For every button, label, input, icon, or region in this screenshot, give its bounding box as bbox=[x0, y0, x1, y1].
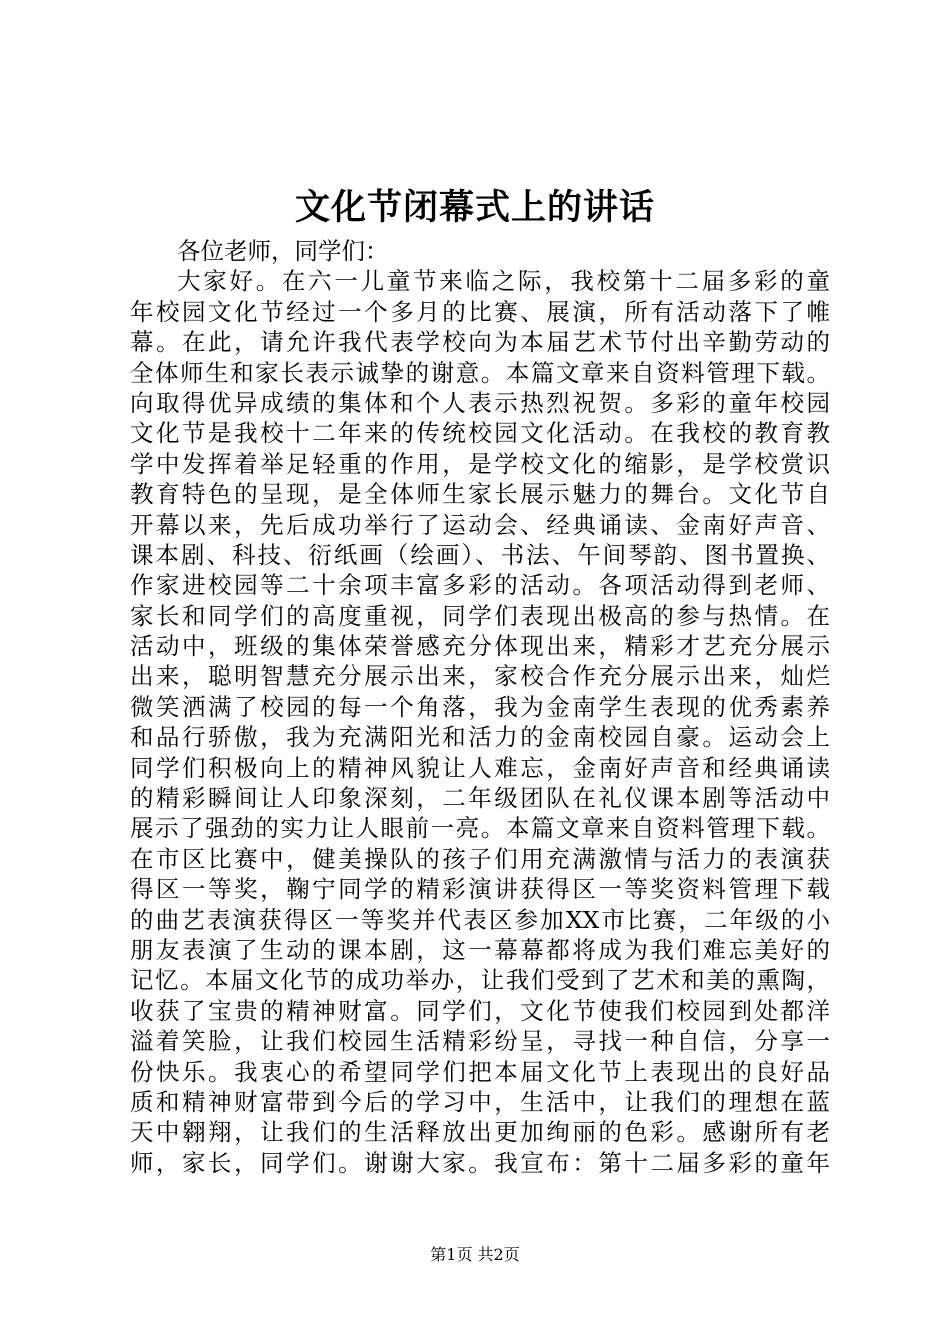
body-line: 大家好。在六一儿童节来临之际，我校第十二届多彩的童 bbox=[177, 267, 830, 296]
body-line: 向取得优异成绩的集体和个人表示热烈祝贺。多彩的童年校园 bbox=[130, 388, 830, 417]
body-line: 同学们积极向上的精神风貌让人难忘，金南好声音和经典诵读 bbox=[130, 753, 830, 782]
body-line: 开幕以来，先后成功举行了运动会、经典诵读、金南好声音、 bbox=[130, 510, 830, 539]
body-line: 的曲艺表演获得区一等奖并代表区参加XX市比赛，二年级的小 bbox=[130, 905, 830, 934]
body-line: 份快乐。我衷心的希望同学们把本届文化节上表现出的良好品 bbox=[130, 1057, 830, 1086]
body-line: 课本剧、科技、衍纸画（绘画）、书法、午间琴韵、图书置换、 bbox=[130, 540, 830, 569]
body-line: 作家进校园等二十余项丰富多彩的活动。各项活动得到老师、 bbox=[130, 571, 830, 600]
body-line: 幕。在此，请允许我代表学校向为本届艺术节付出辛勤劳动的 bbox=[130, 328, 830, 357]
body-line: 收获了宝贵的精神财富。同学们，文化节使我们校园到处都洋 bbox=[130, 996, 830, 1025]
body-line: 得区一等奖，鞠宁同学的精彩演讲获得区一等奖资料管理下载 bbox=[130, 875, 830, 904]
body-line: 文化节是我校十二年来的传统校园文化活动。在我校的教育教 bbox=[130, 419, 830, 448]
body-line: 记忆。本届文化节的成功举办，让我们受到了艺术和美的熏陶， bbox=[130, 966, 830, 995]
body-line: 学中发挥着举足轻重的作用，是学校文化的缩影，是学校赏识 bbox=[130, 449, 830, 478]
body-line: 出来，聪明智慧充分展示出来，家校合作充分展示出来，灿烂 bbox=[130, 662, 830, 691]
body-line: 活动中，班级的集体荣誉感充分体现出来，精彩才艺充分展示 bbox=[130, 632, 830, 661]
page-number: 第1页 共2页 bbox=[430, 1245, 520, 1264]
body-line: 溢着笑脸，让我们校园生活精彩纷呈，寻找一种自信，分享一 bbox=[130, 1027, 830, 1056]
body-line: 展示了强劲的实力让人眼前一亮。本篇文章来自资料管理下载。 bbox=[130, 814, 830, 843]
body-line: 年校园文化节经过一个多月的比赛、展演，所有活动落下了帷 bbox=[130, 297, 830, 326]
body-line: 在市区比赛中，健美操队的孩子们用充满激情与活力的表演获 bbox=[130, 844, 830, 873]
document-title: 文化节闭幕式上的讲话 bbox=[294, 187, 655, 228]
body-line: 质和精神财富带到今后的学习中，生活中，让我们的理想在蓝 bbox=[130, 1087, 830, 1116]
body-line: 家长和同学们的高度重视，同学们表现出极高的参与热情。在 bbox=[130, 601, 830, 630]
body-line: 的精彩瞬间让人印象深刻，二年级团队在礼仪课本剧等活动中 bbox=[130, 784, 830, 813]
body-line: 微笑洒满了校园的每一个角落，我为金南学生表现的优秀素养 bbox=[130, 692, 830, 721]
document-body bbox=[130, 236, 830, 1178]
body-line: 教育特色的呈现，是全体师生家长展示魅力的舞台。文化节自 bbox=[130, 480, 830, 509]
body-line: 天中翱翔，让我们的生活释放出更加绚丽的色彩。感谢所有老 bbox=[130, 1118, 830, 1147]
body-line: 全体师生和家长表示诚挚的谢意。本篇文章来自资料管理下载。 bbox=[130, 358, 830, 387]
body-line: 朋友表演了生动的课本剧，这一幕幕都将成为我们难忘美好的 bbox=[130, 935, 830, 964]
body-line: 师，家长，同学们。谢谢大家。我宣布：第十二届多彩的童年 bbox=[130, 1148, 830, 1177]
body-line: 和品行骄傲，我为充满阳光和活力的金南校园自豪。运动会上 bbox=[130, 723, 830, 752]
salutation-line: 各位老师，同学们： bbox=[177, 237, 389, 265]
